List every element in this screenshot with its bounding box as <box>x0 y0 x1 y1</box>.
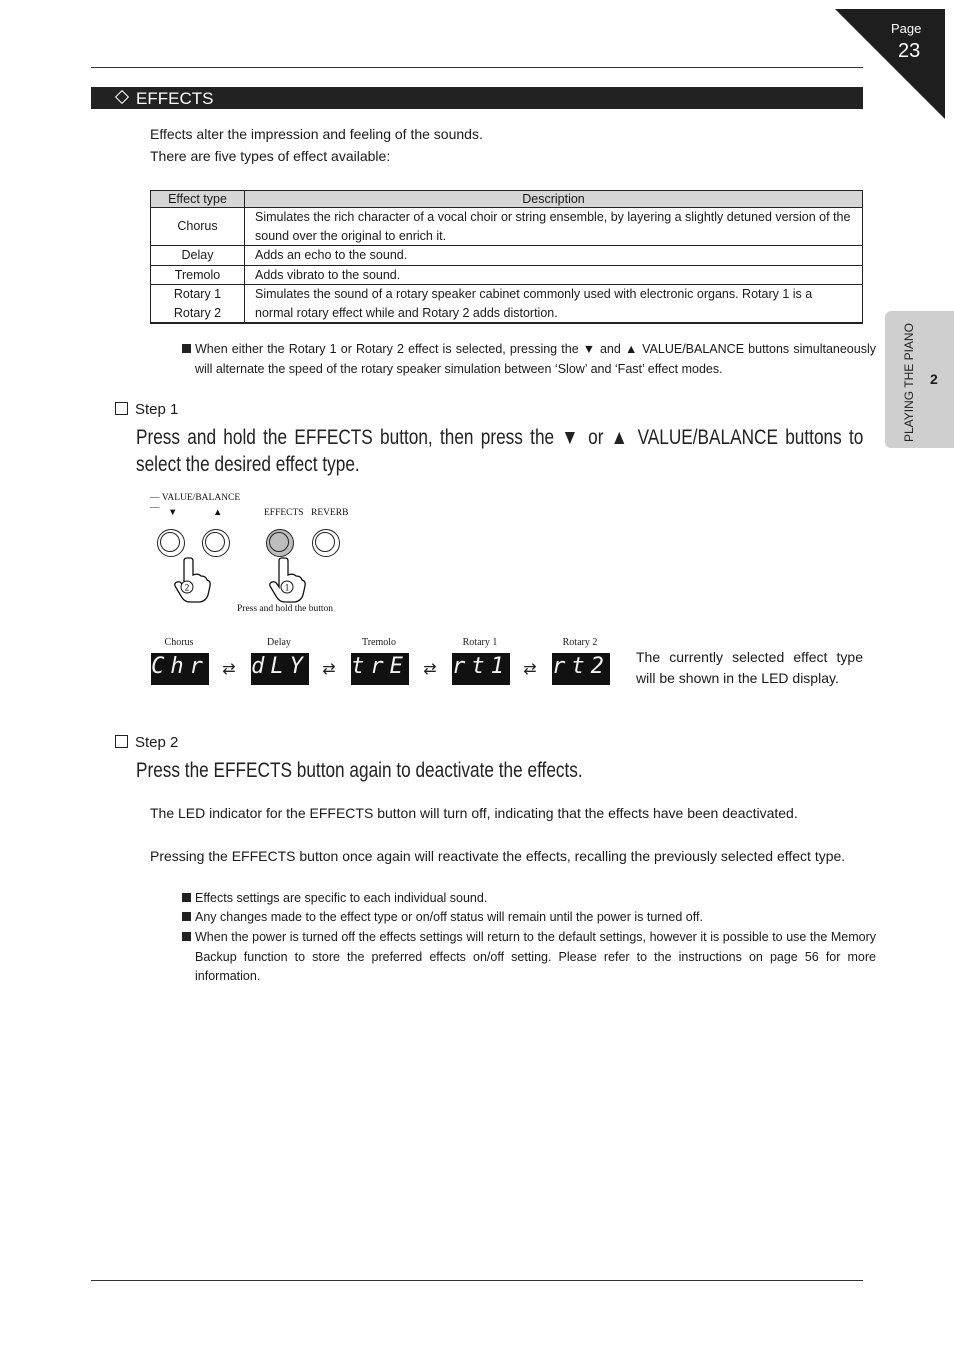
chapter-number: 2 <box>930 371 938 387</box>
page-label: Page <box>891 21 922 36</box>
list-item: When the power is turned off the effects settings will return to the default settings, however it is possible to use the Memory Backup function to store the preferred effects on/off setting. Please refer to the instructions on page 56 for more information. <box>182 928 876 987</box>
swap-arrows-icon: ⇄ <box>523 661 537 678</box>
up-arrow-icon: ▲ <box>213 508 223 518</box>
swap-arrows-icon: ⇄ <box>423 661 437 678</box>
bottom-rule <box>91 1280 863 1281</box>
description-cell: Adds an echo to the sound. <box>245 246 863 266</box>
bullet-square-icon <box>182 344 191 353</box>
section-header <box>91 87 863 109</box>
step2-label: Step 2 <box>115 734 178 751</box>
diamond-icon <box>115 90 129 104</box>
intro-text <box>150 123 483 167</box>
bullet-square-icon <box>182 893 191 902</box>
led-display: rt1 <box>452 653 510 685</box>
led-label-rotary1: Rotary 1 <box>462 637 498 648</box>
led-display: rt2 <box>552 653 610 685</box>
finger-number-1: 1 <box>284 582 290 593</box>
reverb-button[interactable] <box>312 529 340 557</box>
led-label-tremolo: Tremolo <box>361 637 397 648</box>
swap-arrows-icon: ⇄ <box>322 661 336 678</box>
down-arrow-icon: ▼ <box>168 508 178 518</box>
intro-line: Effects alter the impression and feeling of the sounds. <box>150 126 483 142</box>
bullet-square-icon <box>182 912 191 921</box>
effect-type-cell: Chorus <box>151 208 245 246</box>
swap-arrows-icon: ⇄ <box>222 661 236 678</box>
bullet-square-icon <box>182 932 191 941</box>
effects-table <box>150 190 863 324</box>
led-label-chorus: Chorus <box>164 637 194 648</box>
press-hold-caption: Press and hold the button <box>237 604 334 614</box>
checkbox-square-icon <box>115 735 128 748</box>
effects-label: EFFECTS <box>264 508 304 518</box>
table-row <box>151 208 863 246</box>
intro-line: There are five types of effect available: <box>150 148 391 164</box>
step1-instruction: Press and hold the EFFECTS button, then press the ▼ or ▲ VALUE/BALANCE buttons to select the desired effect type. <box>136 426 864 476</box>
led-note: The currently selected effect type will be shown in the LED display. <box>636 649 863 686</box>
pointing-hand-icon <box>265 556 307 604</box>
column-header: Description <box>245 191 863 208</box>
effect-type-cell: Delay <box>151 246 245 266</box>
chapter-tab-label: PLAYING THE PIANO <box>902 323 916 442</box>
description-cell: Simulates the sound of a rotary speaker cabinet commonly used with electronic organs. Rotary 1 is a normal rotary effect while and Rotary 2 adds distortion. <box>245 285 863 324</box>
page-number: 23 <box>898 40 921 62</box>
value-balance-label: — VALUE/BALANCE — <box>150 493 241 513</box>
led-display: trE <box>351 653 409 685</box>
value-up-button[interactable] <box>202 529 230 557</box>
effects-button[interactable] <box>266 529 294 557</box>
led-display: Chr <box>151 653 209 685</box>
description-cell: Simulates the rich character of a vocal choir or string ensemble, by layering a slightly detuned version of the sound over the original to enrich it. <box>245 208 863 246</box>
step2-paragraph: The LED indicator for the EFFECTS button will turn off, indicating that the effects have been deactivated. <box>150 805 798 821</box>
reverb-label: REVERB <box>311 508 349 518</box>
table-row <box>151 285 863 324</box>
value-down-button[interactable] <box>157 529 185 557</box>
section-title: EFFECTS <box>136 89 214 108</box>
table-row <box>151 246 863 266</box>
table-row <box>151 265 863 285</box>
list-item: Any changes made to the effect type or on/off status will remain until the power is turned off. <box>182 908 876 928</box>
list-item: Effects settings are specific to each individual sound. <box>182 889 876 909</box>
description-cell: Adds vibrato to the sound. <box>245 265 863 285</box>
column-header: Effect type <box>151 191 245 208</box>
step2-paragraph: Pressing the EFFECTS button once again will reactivate the effects, recalling the previously selected effect type. <box>150 848 846 864</box>
top-rule <box>91 67 863 68</box>
table-header-row <box>151 191 863 208</box>
led-label-rotary2: Rotary 2 <box>562 637 598 648</box>
checkbox-square-icon <box>115 402 128 415</box>
effect-type-cell: Tremolo <box>151 265 245 285</box>
chapter-tab <box>885 311 954 448</box>
led-label-delay: Delay <box>267 637 291 648</box>
pointing-hand-icon <box>170 556 212 604</box>
step2-instruction: Press the EFFECTS button again to deactivate the effects. <box>136 759 583 782</box>
finger-number-2: 2 <box>184 582 190 593</box>
rotary-note: When either the Rotary 1 or Rotary 2 effect is selected, pressing the ▼ and ▲ VALUE/BALANCE buttons simultaneously will alternate the speed of the rotary speaker simulation between ‘Slow’ and ‘Fast’ effect modes. <box>182 339 876 379</box>
led-display: dLY <box>251 653 309 685</box>
effect-type-cell: Rotary 1 Rotary 2 <box>151 285 245 324</box>
step1-label: Step 1 <box>115 401 178 418</box>
